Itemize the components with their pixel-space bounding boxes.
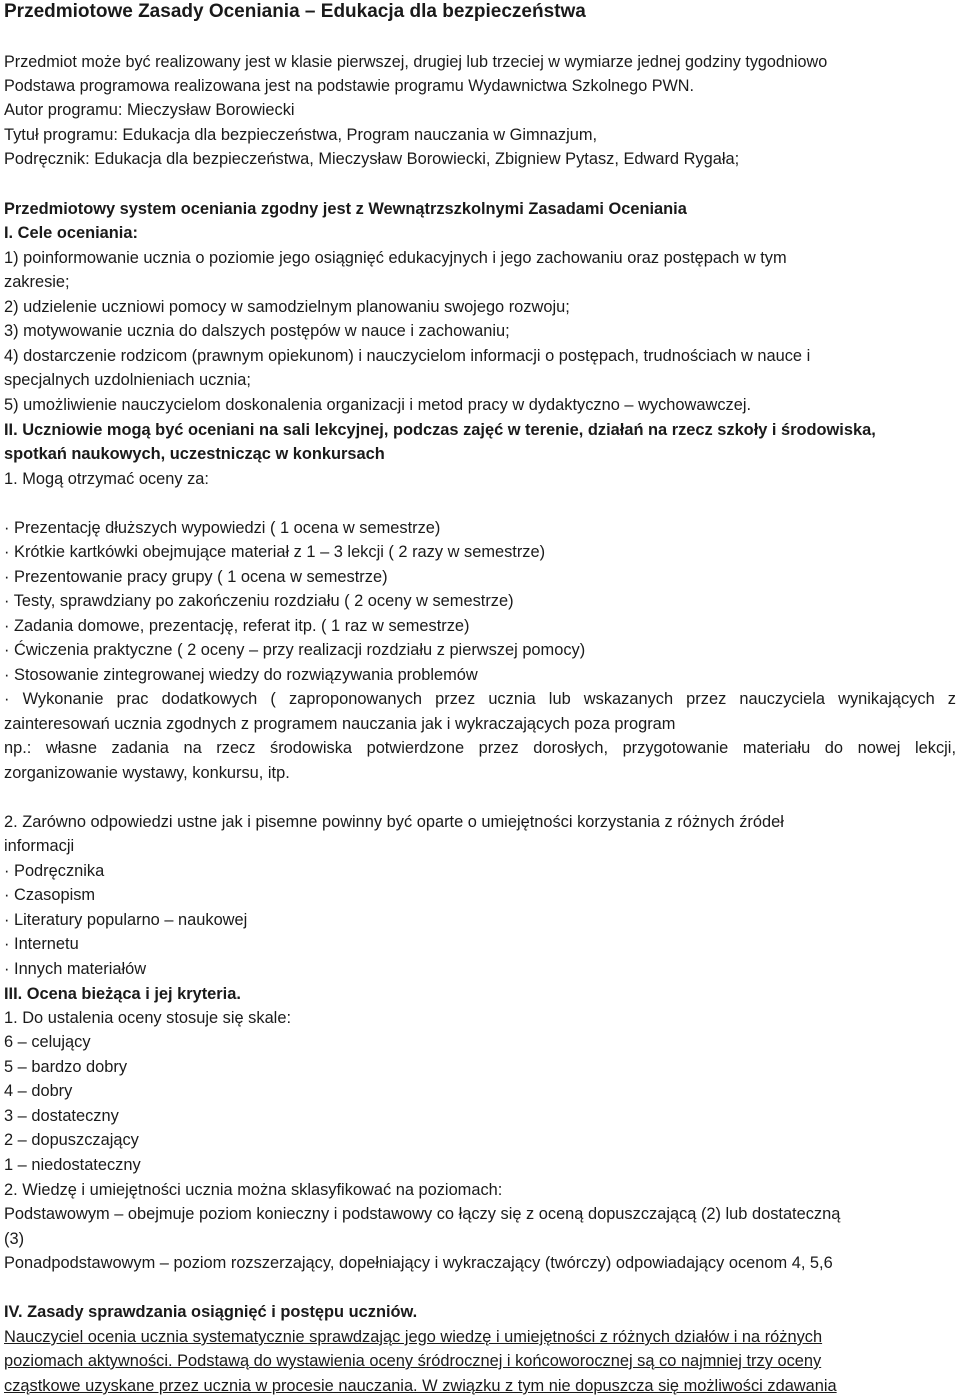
goal-item: 3) motywowanie ucznia do dalszych postępów w nauce i zachowaniu; [4,322,510,340]
level-advanced: Ponadpodstawowym – poziom rozszerzający, dopełniający i wykraczający (twórczy) odpowiadający ocenom 4, 5,6 [4,1254,833,1272]
intro-line: Podstawa programowa realizowana jest na podstawie programu Wydawnictwa Szkolnego PWN. [4,77,694,95]
section-number: II. [4,421,23,439]
source-item: · Literatury popularno – naukowej [4,911,248,929]
section-heading-goals: I. Cele oceniania: [4,224,138,242]
grade-scale-item: 5 – bardzo dobry [4,1058,128,1076]
grade-scale-item: 2 – dopuszczający [4,1131,139,1149]
system-heading: Przedmiotowy system oceniania zgodny jest z Wewnątrzszkolnymi Zasadami Oceniania [4,200,687,218]
goal-item: specjalnych uzdolnieniach ucznia; [4,371,251,389]
section-heading-text: Uczniowie mogą być oceniani na sali lekcyjnej, podczas zajęć w terenie, działań na rzecz szkoły i środowiska, [22,421,876,439]
example-text-continuation: zorganizowanie wystawy, konkursu, itp. [4,764,290,782]
assessment-bullet: · Wykonanie prac dodatkowych ( zaproponowanych przez ucznia lub wskazanych przez nauczyciela wynikających z [4,690,956,708]
intro-line: Przedmiot może być realizowany jest w klasie pierwszej, drugiej lub trzeciej w wymiarze jednej godziny tygodniowo [4,53,828,71]
rules-text: poziomach aktywności. Podstawą do wystawienia oceny śródrocznej i końcoworocznej są co najmniej trzy oceny [4,1352,822,1370]
section-heading-assessment [4,418,876,442]
goal-item: 5) umożliwienie nauczycielom doskonalenia organizacji i metod pracy w dydaktyczno – wychowawczej. [4,396,752,414]
goal-item: 2) udzielenie uczniowi pomocy w samodzielnym planowaniu swojego rozwoju; [4,298,570,316]
level-basic: Podstawowym – obejmuje poziom konieczny i podstawowy co łączy się z oceną dopuszczającą (2) lub dostateczną [4,1205,841,1223]
intro-line: Podręcznik: Edukacja dla bezpieczeństwa, Mieczysław Borowiecki, Zbigniew Pytasz, Edward Rygała; [4,150,740,168]
section-heading-continuation: spotkań naukowych, uczestnicząc w konkursach [4,445,385,463]
subsection-heading: 1. Mogą otrzymać oceny za: [4,470,209,488]
rules-text: cząstkowe uzyskane przez ucznia w procesie nauczania. W związku z tym nie dopuszcza się możliwości zdawania [4,1377,837,1395]
subsection-heading: 1. Do ustalenia oceny stosuje się skale: [4,1009,291,1027]
assessment-bullet: · Krótkie kartkówki obejmujące materiał z 1 – 3 lekcji ( 2 razy w semestrze) [4,543,546,561]
intro-line: Tytuł programu: Edukacja dla bezpieczeństwa, Program nauczania w Gimnazjum, [4,126,598,144]
goal-item: zakresie; [4,273,70,291]
assessment-bullet: · Stosowanie zintegrowanej wiedzy do rozwiązywania problemów [4,666,478,684]
assessment-bullet: · Prezentację dłuższych wypowiedzi ( 1 ocena w semestrze) [4,519,441,537]
goal-item: 1) poinformowanie ucznia o poziomie jego osiągnięć edukacyjnych i jego zachowaniu oraz postępach w tym [4,249,787,267]
assessment-bullet-continuation: zainteresowań ucznia zgodnych z programem nauczania jak i wykraczających poza program [4,715,676,733]
rules-text: Nauczyciel ocenia ucznia systematycznie sprawdzając jego wiedzę i umiejętności z różnych działów i na różnych [4,1328,823,1346]
assessment-bullet: · Testy, sprawdziany po zakończeniu rozdziału ( 2 oceny w semestrze) [4,592,514,610]
section-heading-criteria: III. Ocena bieżąca i jej kryteria. [4,985,241,1003]
source-item: · Internetu [4,935,79,953]
grade-scale-item: 1 – niedostateczny [4,1156,141,1174]
grade-scale-item: 3 – dostateczny [4,1107,119,1125]
document-title: Przedmiotowe Zasady Oceniania – Edukacja dla bezpieczeństwa [4,1,586,22]
example-text: np.: własne zadania na rzecz środowiska potwierdzone przez dorosłych, przygotowanie materiału do nowej lekcji, [4,739,956,757]
assessment-bullet: · Prezentowanie pracy grupy ( 1 ocena w semestrze) [4,568,388,586]
assessment-bullet: · Zadania domowe, prezentację, referat itp. ( 1 raz w semestrze) [4,617,470,635]
subsection-heading: 2. Wiedzę i umiejętności ucznia można sklasyfikować na poziomach: [4,1181,503,1199]
subsection-heading: 2. Zarówno odpowiedzi ustne jak i pisemne powinny być oparte o umiejętności korzystania z różnych źródeł [4,813,784,831]
subsection-heading-continuation: informacji [4,837,75,855]
source-item: · Czasopism [4,886,96,904]
intro-line: Autor programu: Mieczysław Borowiecki [4,101,295,119]
grade-scale-item: 6 – celujący [4,1033,91,1051]
grade-scale-item: 4 – dobry [4,1082,73,1100]
section-heading-rules: IV. Zasady sprawdzania osiągnięć i postępu uczniów. [4,1303,418,1321]
goal-item: 4) dostarczenie rodzicom (prawnym opiekunom) i nauczycielom informacji o postępach, trudnościach w nauce i [4,347,811,365]
assessment-bullet: · Ćwiczenia praktyczne ( 2 oceny – przy realizacji rozdziału z pierwszej pomocy) [4,641,586,659]
source-item: · Innych materiałów [4,960,147,978]
level-basic-continuation: (3) [4,1230,25,1248]
source-item: · Podręcznika [4,862,105,880]
